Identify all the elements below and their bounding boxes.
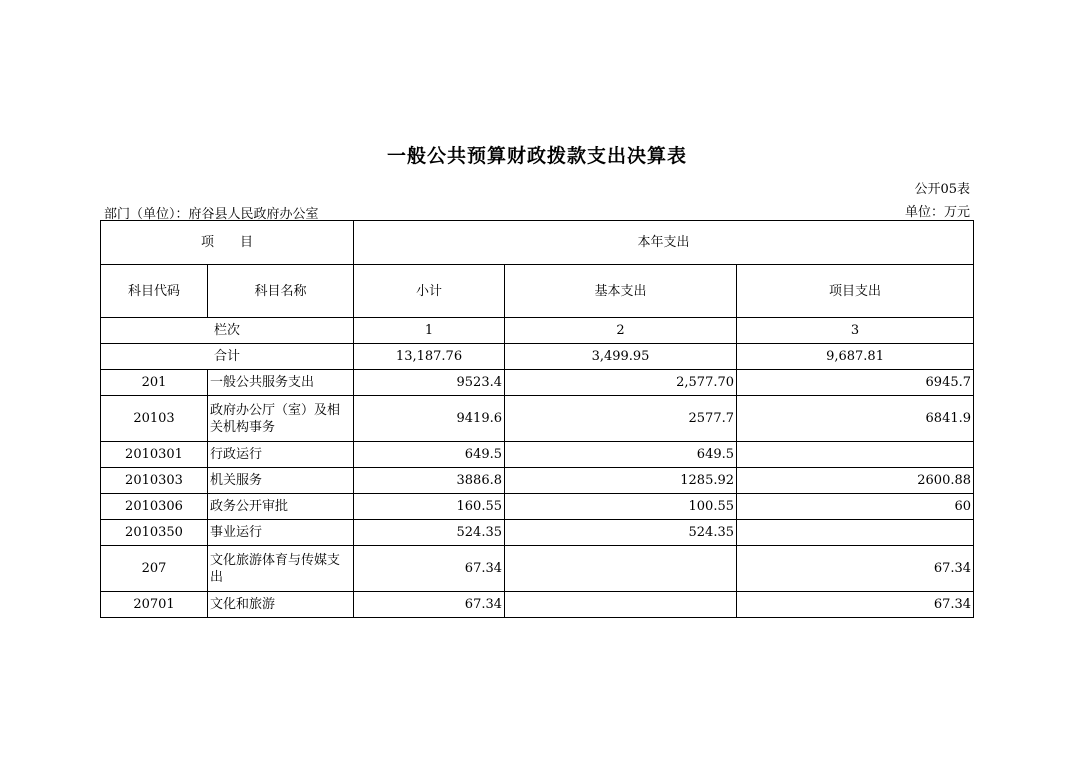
total-basic: 3,499.95 (505, 344, 737, 370)
row-subtotal: 67.34 (354, 546, 505, 592)
row-subtotal: 67.34 (354, 592, 505, 618)
row-subtotal: 649.5 (354, 442, 505, 468)
table-row (101, 442, 974, 468)
row-subtotal: 9523.4 (354, 370, 505, 396)
header-project: 项目支出 (737, 265, 974, 318)
header-item: 项 目 (101, 221, 354, 265)
row-name: 文化和旅游 (208, 592, 354, 618)
row-name: 一般公共服务支出 (208, 370, 354, 396)
row-subtotal: 160.55 (354, 494, 505, 520)
row-subtotal: 524.35 (354, 520, 505, 546)
row-name: 事业运行 (208, 520, 354, 546)
row-project: 2600.88 (737, 468, 974, 494)
row-project: 6945.7 (737, 370, 974, 396)
row-basic (505, 592, 737, 618)
row-subtotal: 3886.8 (354, 468, 505, 494)
page-title: 一般公共预算财政拨款支出决算表 (386, 145, 687, 167)
row-name: 政务公开审批 (208, 494, 354, 520)
column-index-1: 1 (354, 318, 505, 344)
row-name: 政府办公厅（室）及相关机构事务 (208, 396, 354, 442)
row-name: 行政运行 (208, 442, 354, 468)
row-code: 201 (101, 370, 208, 396)
table-row (101, 494, 974, 520)
row-basic: 2577.7 (505, 396, 737, 442)
total-row (101, 344, 974, 370)
row-project (737, 442, 974, 468)
header-name: 科目名称 (208, 265, 354, 318)
row-code: 207 (101, 546, 208, 592)
header-basic: 基本支出 (505, 265, 737, 318)
header-code: 科目代码 (101, 265, 208, 318)
table-row (101, 396, 974, 442)
row-basic: 524.35 (505, 520, 737, 546)
row-basic: 100.55 (505, 494, 737, 520)
row-project: 60 (737, 494, 974, 520)
row-project (737, 520, 974, 546)
row-code: 2010303 (101, 468, 208, 494)
row-project: 6841.9 (737, 396, 974, 442)
header-subtotal: 小计 (354, 265, 505, 318)
expenditure-table (100, 220, 974, 618)
table-row (101, 592, 974, 618)
total-subtotal: 13,187.76 (354, 344, 505, 370)
department-label: 部门（单位）：府谷县人民政府办公室 (104, 207, 319, 222)
row-code: 2010301 (101, 442, 208, 468)
unit-label: 单位：万元 (904, 205, 970, 220)
column-index-label: 栏次 (101, 318, 354, 344)
row-basic: 649.5 (505, 442, 737, 468)
header-current-year: 本年支出 (354, 221, 974, 265)
row-basic (505, 546, 737, 592)
row-name: 机关服务 (208, 468, 354, 494)
row-code: 20103 (101, 396, 208, 442)
row-basic: 2,577.70 (505, 370, 737, 396)
row-code: 2010306 (101, 494, 208, 520)
table-row (101, 468, 974, 494)
row-subtotal: 9419.6 (354, 396, 505, 442)
row-project: 67.34 (737, 592, 974, 618)
row-code: 20701 (101, 592, 208, 618)
header-row-2 (101, 265, 974, 318)
row-code: 2010350 (101, 520, 208, 546)
row-name: 文化旅游体育与传媒支出 (208, 546, 354, 592)
row-basic: 1285.92 (505, 468, 737, 494)
table-row (101, 370, 974, 396)
column-index-3: 3 (737, 318, 974, 344)
header-row-1 (101, 221, 974, 265)
form-code-label: 公开05表 (914, 182, 970, 197)
total-project: 9,687.81 (737, 344, 974, 370)
column-index-2: 2 (505, 318, 737, 344)
table-row (101, 520, 974, 546)
row-project: 67.34 (737, 546, 974, 592)
total-label: 合计 (101, 344, 354, 370)
column-index-row (101, 318, 974, 344)
table-row (101, 546, 974, 592)
